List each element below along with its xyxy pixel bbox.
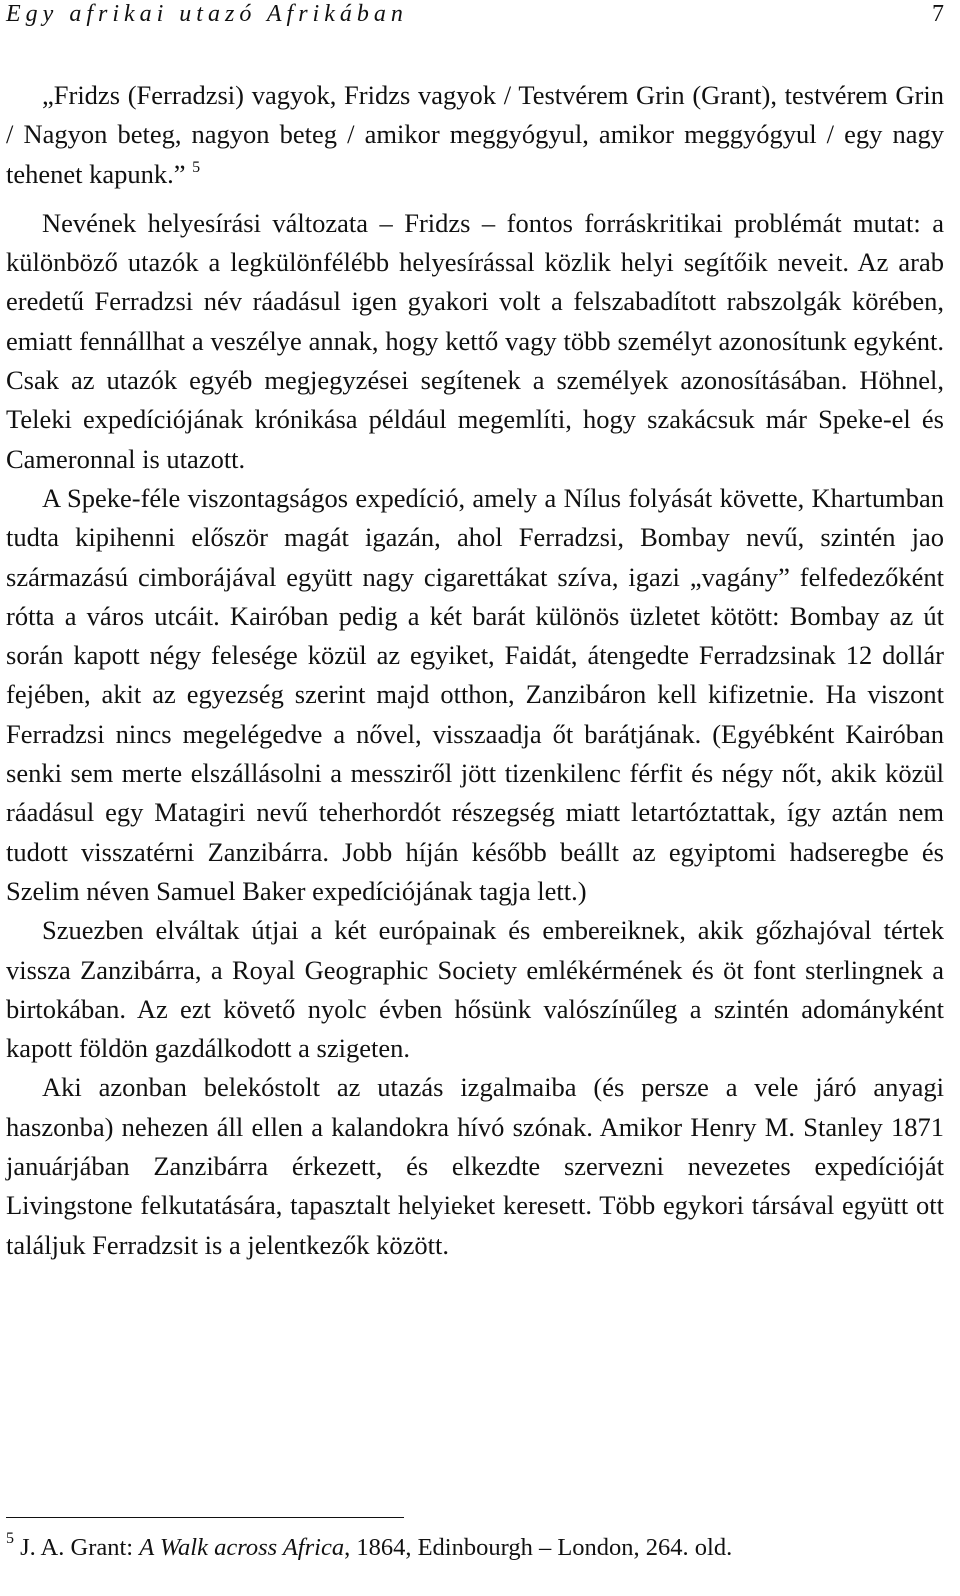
quote-text: „Fridzs (Ferradzsi) vagyok, Fridzs vagyok / Testvérem Grin (Grant), testvérem Grin / Nagyon beteg, nagyon beteg / amikor meggyógyul, amikor meggyógyul / egy nagy tehenet kapunk.” [6, 80, 944, 189]
footnote-details: , 1864, Edinbourgh – London, 264. old. [344, 1534, 733, 1561]
paragraph: Nevének helyesírási változata – Fridzs – fontos forráskritikai problémát mutat: a különböző utazók a legkülönfélébb helyesírással közlik helyi segítőik neveit. Az arab eredetű Ferradzsi név ráadásul igen gyakori volt a felszabadított rabszolgák körében, emiatt fennállhat a veszélye annak, hogy kettő vagy több személyt azonosítunk egyként. Csak az utazók egyéb megjegyzései segítenek a személyek azonosításában. Höhnel, Teleki expedíciójának krónikása például megemlíti, hogy szakácsuk már Speke-el és Cameronnal is utazott. [6, 207, 944, 474]
footnote [6, 1528, 944, 1568]
footnote-divider [6, 1517, 404, 1518]
body-text [6, 76, 944, 1265]
running-title: Egy afrikai utazó Afrikában [6, 1, 408, 27]
page-number: 7 [932, 1, 944, 27]
footnote-title: A Walk across Africa [139, 1534, 345, 1561]
footnote-number: 5 [6, 1530, 14, 1547]
paragraph: Aki azonban belekóstolt az utazás izgalmaiba (és persze a vele járó anyagi haszonba) nehezen áll ellen a kalandokra hívó szónak. Amikor Henry M. Stanley 1871 januárjában Zanzibárra érkezett, és elkezdte szervezni nevezetes expedícióját Livingstone felkutatására, tapasztalt helyieket keresett. Több egykori társával együtt ott találjuk Ferradzsit is a jelentkezők között. [6, 1072, 944, 1260]
footnote-author: J. A. Grant: [20, 1534, 140, 1561]
footnote-reference: 5 [192, 158, 201, 176]
paragraph: A Speke-féle viszontagságos expedíció, amely a Nílus folyását követte, Khartumban tudta kipihenni először magát igazán, ahol Ferradzsi, Bombay nevű, szintén jao származású cimborájával együtt nagy cigarettákat szíva, igazi „vagány” felfedezőként rótta a város utcáit. Kairóban pedig a két barát különös üzletet kötött: Bombay az út során kapott négy felesége közül az egyiket, Faidát, átengedte Ferradzsinak 12 dollár fejében, akit az egyezség szerint majd otthon, Zanzibáron kell kifizetnie. Ha viszont Ferradzsi nincs megelégedve a nővel, visszaadja őt barátjának. (Egyébként Kairóban senki sem merte elszállásolni a messziről jött tizenkilenc férfit és négy nőt, akik közül ráadásul egy Matagiri nevű teherhordót részegség miatt letartóztattak, így aztán nem tudott visszatérni Zanzibárra. Jobb híján később beállt az egyiptomi hadseregbe és Szelim néven Samuel Baker expedíciójának tagja lett.) [6, 482, 944, 906]
paragraph: Szuezben elváltak útjai a két európainak és embereiknek, akik gőzhajóval tértek vissza Zanzibárra, a Royal Geographic Society emlékérmének és öt font sterlingnek a birtokában. Az ezt követő nyolc évben hősünk valószínűleg a szintén adományként kapott földön gazdálkodott a szigeten. [6, 915, 944, 1064]
quote-paragraph [6, 76, 944, 194]
running-head [6, 0, 944, 28]
